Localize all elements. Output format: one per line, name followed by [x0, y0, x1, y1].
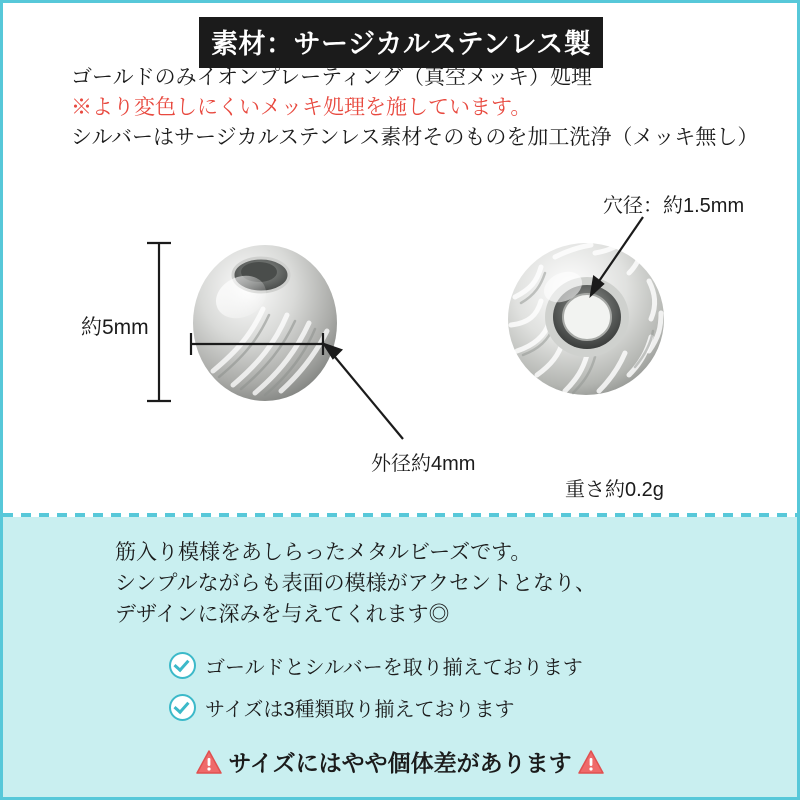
description-line: デザインに深みを与えてくれます◎ — [115, 603, 450, 626]
material-note-line: シルバーはサージカルステンレス素材そのものを加工洗浄（メッキ無し） — [71, 126, 759, 149]
material-note-line: ゴールドのみイオンプレーティング（真空メッキ）処理 — [71, 66, 593, 89]
material-note-line-warning: ※より変色しにくいメッキ処理を施しています。 — [71, 96, 532, 119]
list-item-label: サイズは3種類取り揃えております — [205, 699, 515, 721]
feature-bullet-list — [169, 651, 583, 735]
bead-top-view-image — [503, 237, 669, 401]
description-text — [115, 537, 596, 630]
warning-triangle-icon — [578, 750, 604, 774]
warning-triangle-icon — [196, 750, 222, 774]
list-item-label: ゴールドとシルバーを取り揃えております — [205, 657, 583, 679]
page-title: 素材：サージカルステンレス製 — [199, 17, 603, 68]
warning-label: サイズにはやや個体差があります — [228, 750, 572, 776]
material-section — [3, 3, 797, 515]
description-section — [3, 517, 797, 797]
bead-side-view-image — [189, 239, 341, 407]
check-circle-icon — [169, 652, 196, 679]
description-line: 筋入り模様をあしらったメタルビーズです。 — [115, 541, 532, 564]
hole-diameter-label: 穴径：約1.5mm — [603, 195, 745, 217]
warning-banner — [3, 745, 797, 778]
list-item — [169, 651, 583, 680]
height-dimension-label: 約5mm — [81, 316, 149, 339]
list-item — [169, 693, 583, 722]
weight-label: 重さ約0.2g — [565, 479, 664, 501]
description-line: シンプルながらも表面の模様がアクセントとなり、 — [115, 572, 597, 595]
check-circle-icon — [169, 694, 196, 721]
material-notes — [71, 63, 759, 153]
outer-diameter-label: 外径約4mm — [371, 453, 476, 475]
